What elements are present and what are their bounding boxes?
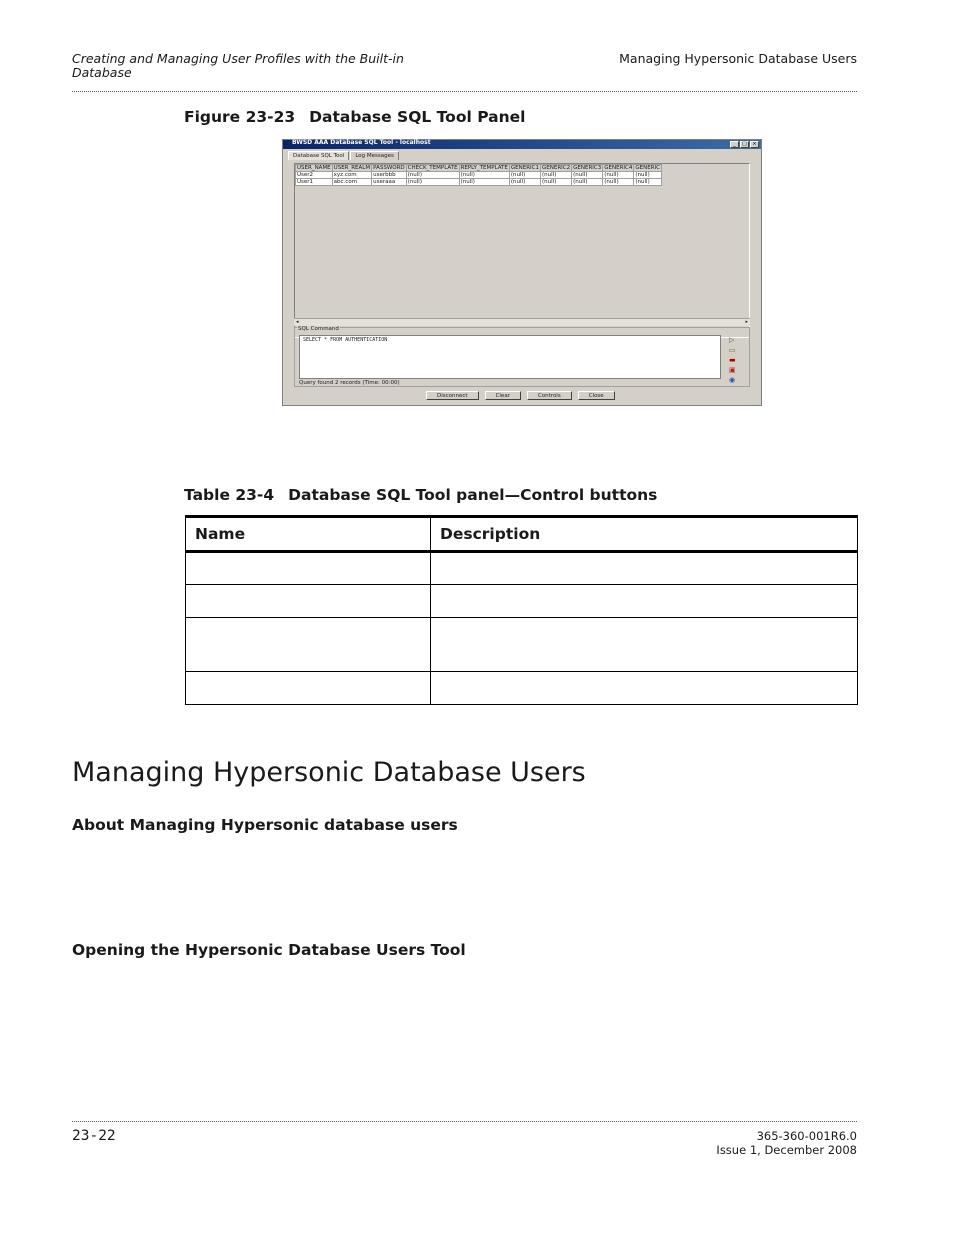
control-buttons-table — [185, 515, 858, 705]
table-cell — [431, 672, 858, 705]
sql-side-icons — [729, 337, 736, 384]
results-grid — [294, 163, 750, 338]
table-number: Table 23-4 — [184, 486, 275, 504]
table-row — [186, 618, 858, 672]
close-button[interactable]: Close — [578, 391, 615, 400]
window-titlebar — [283, 140, 761, 149]
subsection-opening: Opening the Hypersonic Database Users Tool — [72, 941, 466, 959]
scroll-left-icon[interactable]: ◂ — [296, 319, 299, 325]
grid-column-header[interactable]: GENERIC4 — [604, 165, 633, 171]
table-cell — [431, 552, 858, 585]
table-cell — [431, 585, 858, 618]
clear-button[interactable]: Clear — [485, 391, 521, 400]
grid-cell[interactable]: User1 — [296, 179, 333, 186]
grid-cell[interactable]: (null) — [406, 172, 459, 179]
running-header-right: Managing Hypersonic Database Users — [619, 51, 857, 66]
grid-column-header[interactable]: GENERIC — [635, 165, 661, 171]
grid-cell[interactable]: (null) — [634, 172, 662, 179]
grid-column-header[interactable]: GENERIC1 — [510, 165, 540, 171]
table-caption — [184, 486, 657, 504]
table-cell — [431, 618, 858, 672]
table-row — [186, 585, 858, 618]
disconnect-button[interactable]: Disconnect — [426, 391, 479, 400]
grid-cell[interactable]: useraaa — [372, 179, 407, 186]
close-icon[interactable]: × — [750, 141, 759, 148]
running-header-left: Creating and Managing User Profiles with the Built-in Database — [72, 51, 404, 80]
table-cell — [186, 672, 431, 705]
col-name-header: Name — [186, 517, 431, 552]
grid-cell[interactable]: (null) — [634, 179, 662, 186]
controls-button[interactable]: Controls — [527, 391, 572, 400]
document-issue: Issue 1, December 2008 — [716, 1143, 857, 1157]
sql-command-input[interactable]: SELECT * FROM AUTHENTICATION — [299, 335, 721, 379]
header-rule — [72, 91, 857, 92]
document-id — [716, 1129, 857, 1157]
grid-column-header[interactable]: GENERIC2 — [542, 165, 571, 171]
table-cell — [186, 552, 431, 585]
page-number: 23-22 — [72, 1128, 116, 1144]
table-cell — [186, 585, 431, 618]
tab-database-sql-tool[interactable]: Database SQL Tool — [288, 151, 349, 160]
grid-cell[interactable]: (null) — [541, 172, 572, 179]
table-row — [186, 672, 858, 705]
grid-header-row — [296, 165, 662, 172]
window-tabs — [288, 151, 400, 160]
maximize-icon[interactable]: □ — [740, 141, 749, 148]
grid-body — [296, 172, 662, 186]
grid-cell[interactable]: User2 — [296, 172, 333, 179]
minimize-icon[interactable]: _ — [730, 141, 739, 148]
open-folder-icon[interactable]: ▭ — [729, 346, 736, 354]
execute-icon[interactable]: ▷ — [729, 336, 735, 344]
sql-tool-window — [282, 139, 762, 406]
grid-column-header[interactable]: GENERIC3 — [573, 165, 602, 171]
grid-cell[interactable]: (null) — [509, 179, 540, 186]
grid-column-header[interactable]: USER_REALM — [333, 165, 371, 171]
table-cell — [186, 618, 431, 672]
save-icon[interactable]: ▬ — [729, 356, 736, 364]
section-title: Managing Hypersonic Database Users — [72, 757, 586, 788]
grid-cell[interactable]: (null) — [541, 179, 572, 186]
figure-number: Figure 23-23 — [184, 108, 296, 126]
sql-command-label: SQL Command — [298, 326, 339, 332]
window-controls — [730, 141, 759, 148]
scroll-right-icon[interactable]: ▸ — [745, 319, 748, 325]
grid-cell[interactable]: (null) — [406, 179, 459, 186]
subsection-about: About Managing Hypersonic database users — [72, 816, 458, 834]
table-header-row — [186, 517, 858, 552]
database-icon[interactable]: ◉ — [729, 376, 736, 384]
grid-column-header[interactable]: REPLY_TEMPLATE — [460, 165, 508, 171]
col-description-header: Description — [431, 517, 858, 552]
figure-title: Database SQL Tool Panel — [309, 108, 526, 126]
window-title: BWSD AAA Database SQL Tool - localhost — [292, 139, 431, 146]
status-text: Query found 2 records (Time: 00:00) — [299, 380, 400, 386]
grid-column-header[interactable]: PASSWORD — [373, 165, 405, 171]
grid-row[interactable] — [296, 179, 662, 186]
figure-caption — [184, 108, 525, 126]
grid-column-header[interactable]: CHECK_TEMPLATE — [407, 165, 458, 171]
grid-cell[interactable]: userbbb — [372, 172, 407, 179]
footer-rule — [72, 1121, 857, 1122]
table-title: Database SQL Tool panel—Control buttons — [288, 486, 658, 504]
grid-cell[interactable]: (null) — [603, 179, 634, 186]
grid-cell[interactable]: xyz.com — [332, 172, 371, 179]
grid-cell[interactable]: (null) — [509, 172, 540, 179]
grid-cell[interactable]: (null) — [459, 172, 509, 179]
grid-cell[interactable]: (null) — [459, 179, 509, 186]
grid-cell[interactable]: abc.com — [332, 179, 371, 186]
grid-cell[interactable]: (null) — [572, 172, 603, 179]
grid-row[interactable] — [296, 172, 662, 179]
document-number: 365-360-001R6.0 — [756, 1129, 857, 1143]
grid-column-header[interactable]: USER_NAME — [297, 165, 331, 171]
table-row — [186, 552, 858, 585]
window-button-row — [426, 391, 615, 400]
grid-cell[interactable]: (null) — [572, 179, 603, 186]
export-icon[interactable]: ▣ — [729, 366, 736, 374]
grid-cell[interactable]: (null) — [603, 172, 634, 179]
horizontal-scrollbar[interactable] — [294, 318, 750, 326]
tab-log-messages[interactable]: Log Messages — [350, 151, 399, 160]
